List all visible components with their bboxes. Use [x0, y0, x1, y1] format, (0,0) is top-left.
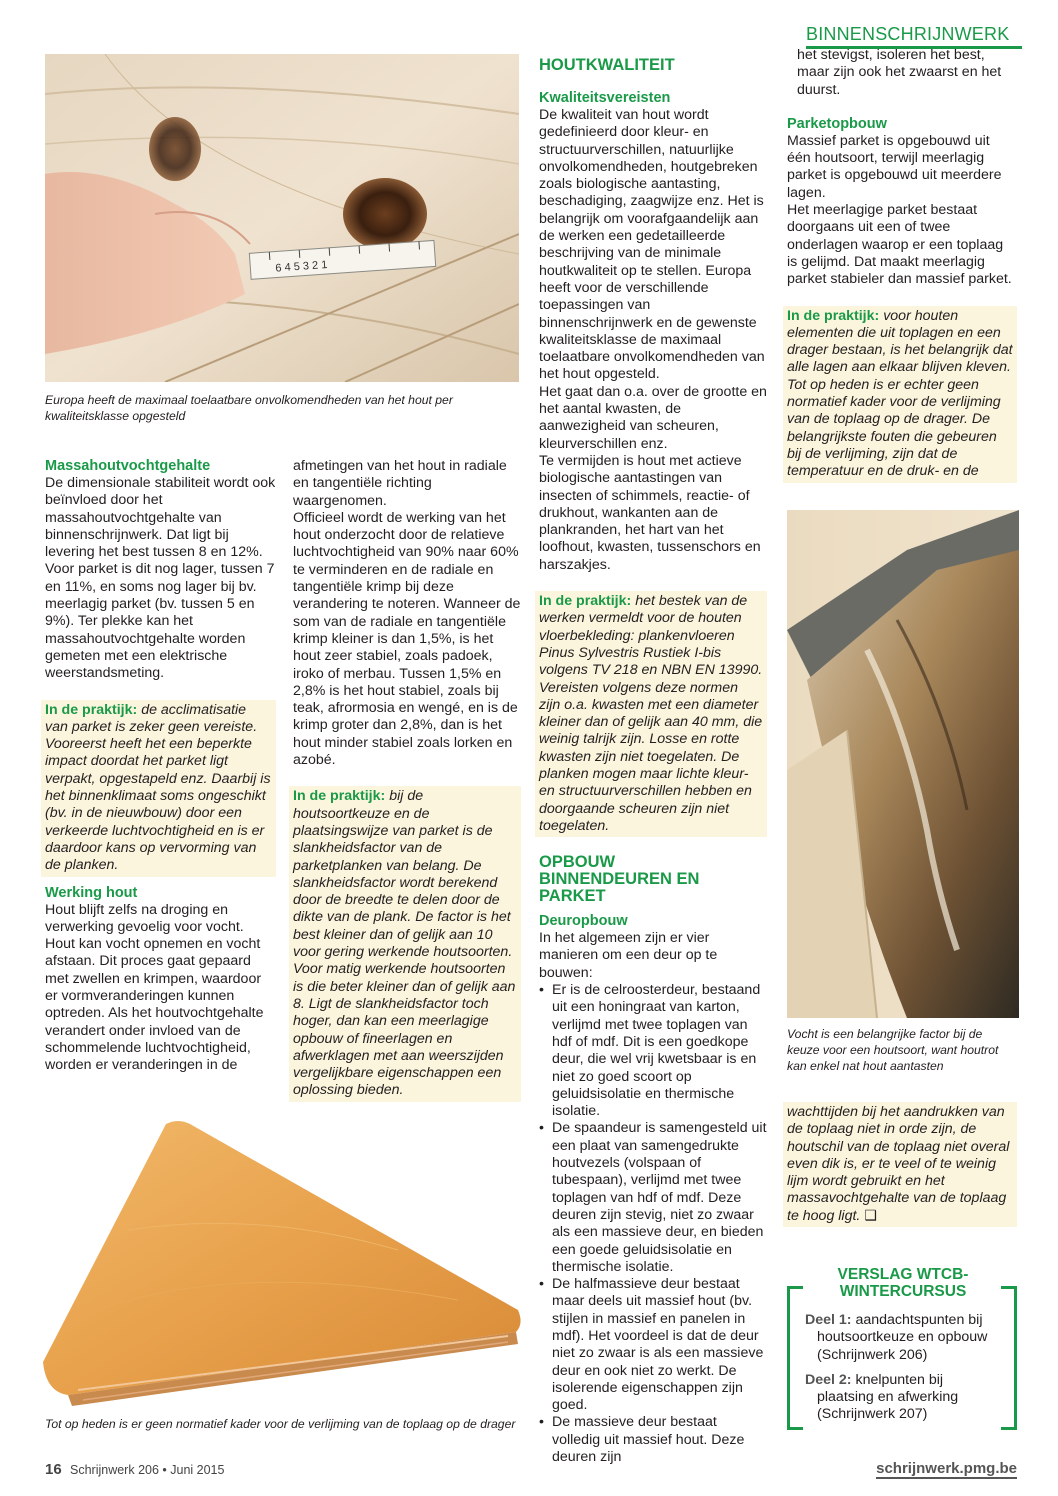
paragraph-massief-parket: Massief parket is opgebouwd uit één houtsoort, terwijl meerlagig parket is opgebouwd uit meerdere lagen.	[787, 132, 1002, 201]
paragraph-meerlagig: Het meerlagige parket bestaat doorgaans uit een of twee onderlagen waarop er een toplaag is gelijmd. Dat maakt meerlagig parket stabieler dan massief parket.	[787, 202, 1012, 288]
photo-caption-parquet: Tot op heden is er geen normatief kader voor de verlijming van de toplaag op de drager	[45, 1417, 516, 1431]
column-2	[293, 458, 521, 1102]
practice-box-verlijming: In de praktijk: voor houten elementen die uit toplagen en een drager bestaan, is het belangrijk dat alle lagen aan elkaar blijven kleven. Tot op heden is er echter geen normatief kader voor de verlijming van de toplaag op de drager. De belangrijkste fouten die gebeuren bij de verlijming, zijn dat de temperatuur en de druk- en de	[783, 306, 1017, 483]
section-label: BINNENSCHRIJNWERK	[806, 24, 1022, 49]
paragraph-kwasten: Het gaat dan o.a. over de grootte en het aantal kwasten, de aanwezigheid van scheuren, kleurverschillen enz.	[539, 383, 767, 452]
practice-box-verlijming-cont: wachttijden bij het aandrukken van de toplaag niet in orde zijn, de houtschil van de toplaag niet overal even dik is, er te veel of te weinig lijm wordt gebruikt en het massavochtgehalte van de toplaag te hoog ligt. ❑	[783, 1102, 1017, 1227]
section-heading-opbouw: OPBOUW BINNENDEUREN EN PARKET	[539, 853, 700, 906]
footer	[45, 1461, 1017, 1483]
bracket-left-icon	[787, 1286, 803, 1430]
ruler-digits: 6 4 5 3 2 1	[275, 258, 328, 275]
end-mark-icon: ❑	[864, 1207, 878, 1224]
paragraph-werking: Hout blijft zelfs na droging en verwerking gevoelig voor vocht. Hout kan vocht opnemen en vocht afstaan. Dit proces gaat gepaard met zwellen en krimpen, waardoor er vormveranderingen kunnen optreden. Als het houtvochtgehalte verandert onder invloed van de schommelende luchtvochtigheid, worden er veranderingen in de	[45, 901, 264, 1074]
wood-knot-photo	[45, 54, 519, 382]
practice-box-bestek: In de praktijk: het bestek van de werken vermeldt voor de houten vloerbekleding: plankenvloeren Pinus Sylvestris Rustiek I-bis volgens TV 218 en NBN EN 13990. Vereisten volgens deze normen zijn o.a. kwasten met een diameter kleiner dan of gelijk aan 40 mm, die weinig talrijk zijn. Losse en rotte kwasten zijn niet toegelaten. De planken mogen maar lichte kleur- en structuurverschillen hebben en doorgaande scheuren zijn niet toegelaten.	[535, 591, 767, 837]
infobox-items	[805, 1312, 991, 1424]
door-types-list	[539, 982, 767, 1466]
photo-caption-rot: Vocht is een belangrijke factor bij de keuze voor een houtsoort, want houtrot kan enkel nat hout aantasten	[787, 1027, 999, 1073]
practice-box-acclimatisation: In de praktijk: de acclimatisatie van parket is zeker geen vereiste. Vooreerst heeft het een beperkte impact doordat het parket ligt verpakt, opgestapeld enz. Daarbij is het binnenklimaat soms ongeschikt (bv. in de nieuwbouw) door een verkeerde luchtvochtigheid en is er daardoor kans op vervorming van de planken.	[41, 700, 276, 877]
heading-parketopbouw: Parketopbouw	[787, 115, 887, 132]
column-1	[45, 458, 276, 1075]
series-infobox	[787, 1266, 1019, 1436]
list-item: • Er is de celroosterdeur, bestaand uit een honingraat van karton, verlijmd met twee toplagen van hdf of mdf. Dit is een goedkope deur, die wel vrij kwetsbaar is en niet zo goed scoort op geluidsisolatie en thermische isolatie.	[539, 982, 767, 1120]
heading-kwaliteitsvereisten: Kwaliteitsvereisten	[539, 90, 671, 106]
column-3	[539, 57, 767, 1466]
page-number: 16	[45, 1461, 62, 1478]
photo-caption-knots: Europa heeft de maximaal toelaatbare onvolkomendheden van het hout per kwaliteitsklasse opgesteld	[45, 393, 453, 423]
website-link[interactable]: schrijnwerk.pmg.be	[876, 1460, 1017, 1477]
section-heading-houtkwaliteit: HOUTKWALITEIT	[539, 56, 675, 74]
infobox-title: VERSLAG WTCB- WINTERCURSUS	[837, 1266, 969, 1300]
heading-deuropbouw: Deuropbouw	[539, 913, 628, 930]
paragraph-moisture: De dimensionale stabiliteit wordt ook beïnvloed door het massahoutvochtgehalte van binnenschrijnwerk. Dat ligt bij levering het best tussen 8 en 12%. Voor parket is dit nog lager, tussen 7 en 11%, en soms nog lager bij bv. meerlagig parket (bv. tussen 5 en 9%). Ter plekke kan het massahoutvochtgehalte worden gemeten met een elektrische weerstandsmeting.	[45, 475, 276, 682]
paragraph-deuren-intro: In het algemeen zijn er vier manieren om een deur op te bouwen:	[539, 930, 718, 981]
infobox-item: Deel 1: aandachtspunten bij houtsoortkeuze en opbouw (Schrijnwerk 206)	[805, 1312, 988, 1363]
heading-massahoutvochtgehalte: Massahoutvochtgehalte	[45, 458, 211, 474]
paragraph-massief-deur: het stevigst, isoleren het best, maar zijn ook het zwaarst en het duurst.	[797, 47, 1002, 98]
column-4	[787, 47, 1017, 483]
list-item: • De spaandeur is samengesteld uit een plaat van samengedrukte houtvezels (volspaan of tubespaan), verlijmd met twee toplagen van hdf of mdf. Deze deuren zijn stevig, niet zo zwaar als een massieve deur, en bieden een goede geluidsisolatie en thermische isolatie.	[539, 1120, 767, 1276]
paragraph-krimp: Officieel wordt de werking van het hout onderzocht door de relatieve luchtvochtigheid van 90% naar 60% te verminderen en de radiale en tangentiële krimp bij deze verandering te noteren. Wanneer de som van de radiale en tangentiële krimp kleiner is dan 1,5%, is het hout zeer stabiel, zoals padoek, iroko of merbau. Tussen 1,5% en 2,8% is het hout stabiel, zoals bij teak, afrormosia en wengé, en is de krimp groter dan 2,8%, dan is het hout minder stabiel zoals lorken en azobé.	[293, 509, 521, 769]
list-item: • De halfmassieve deur bestaat maar deels uit massief hout (bv. stijlen in massief en panelen in mdf). Het voordeel is dat de deur niet zo zwaar is als een massieve deur en ook niet zo werkt. De isolerende eigenschappen zijn goed.	[539, 1276, 767, 1414]
parquet-layers-photo	[38, 1110, 524, 1406]
column-4-continued	[787, 1102, 1017, 1227]
paragraph-kwaliteit: De kwaliteit van hout wordt gedefinieerd door kleur- en structuurverschillen, natuurlijke onvolkomendheden, houtgebreken zoals biologische aantasting, beschadiging, zaagwijze enz. Het is belangrijk om voorafgaandelijk aan de werken een gedetailleerde beschrijving van de minimale houtkwaliteit op te stellen. Europa heeft voor de verschillende toepassingen van binnenschrijnwerk en de gewenste kwaliteitsklasse de maximaal toelaatbare onvolkomendheden van het hout opgesteld.	[539, 107, 765, 383]
practice-box-slankheid: In de praktijk: bij de houtsoortkeuze en de plaatsingswijze van parket is de slankheidsfactor van de parketplanken van belang. De slankheidsfactor wordt berekend door de breedte te delen door de dikte van de plank. De factor is het best kleiner dan of gelijk aan 10 voor gering werkende houtsoorten. Voor matig werkende houtsoorten is die beter kleiner dan of gelijk aan 8. Ligt de slankheidsfactor toch hoger, dan kan een meerlagige opbouw of fineerlagen en afwerklagen met aan weerszijden vergelijkbare eigenschappen een oplossing bieden.	[289, 786, 521, 1101]
paragraph-afmetingen: afmetingen van het hout in radiale en tangentiële richting waargenomen.	[293, 458, 507, 509]
wood-rot-photo	[787, 510, 1019, 1018]
infobox-item: Deel 2: knelpunten bij plaatsing en afwerking (Schrijnwerk 207)	[805, 1371, 959, 1423]
issue-label: Schrijnwerk 206 • Juni 2015	[70, 1463, 225, 1477]
list-item: • De massieve deur bestaat volledig uit massief hout. Deze deuren zijn	[539, 1414, 767, 1466]
heading-werking-hout: Werking hout	[45, 884, 138, 901]
paragraph-vermijden: Te vermijden is hout met actieve biologische aantastingen van insecten of schimmels, reactie- of drukhout, wankanten aan de plankranden, het hart van het loofhout, kwasten, tussenschors en harszakjes.	[539, 452, 761, 573]
bracket-right-icon	[1001, 1286, 1017, 1430]
